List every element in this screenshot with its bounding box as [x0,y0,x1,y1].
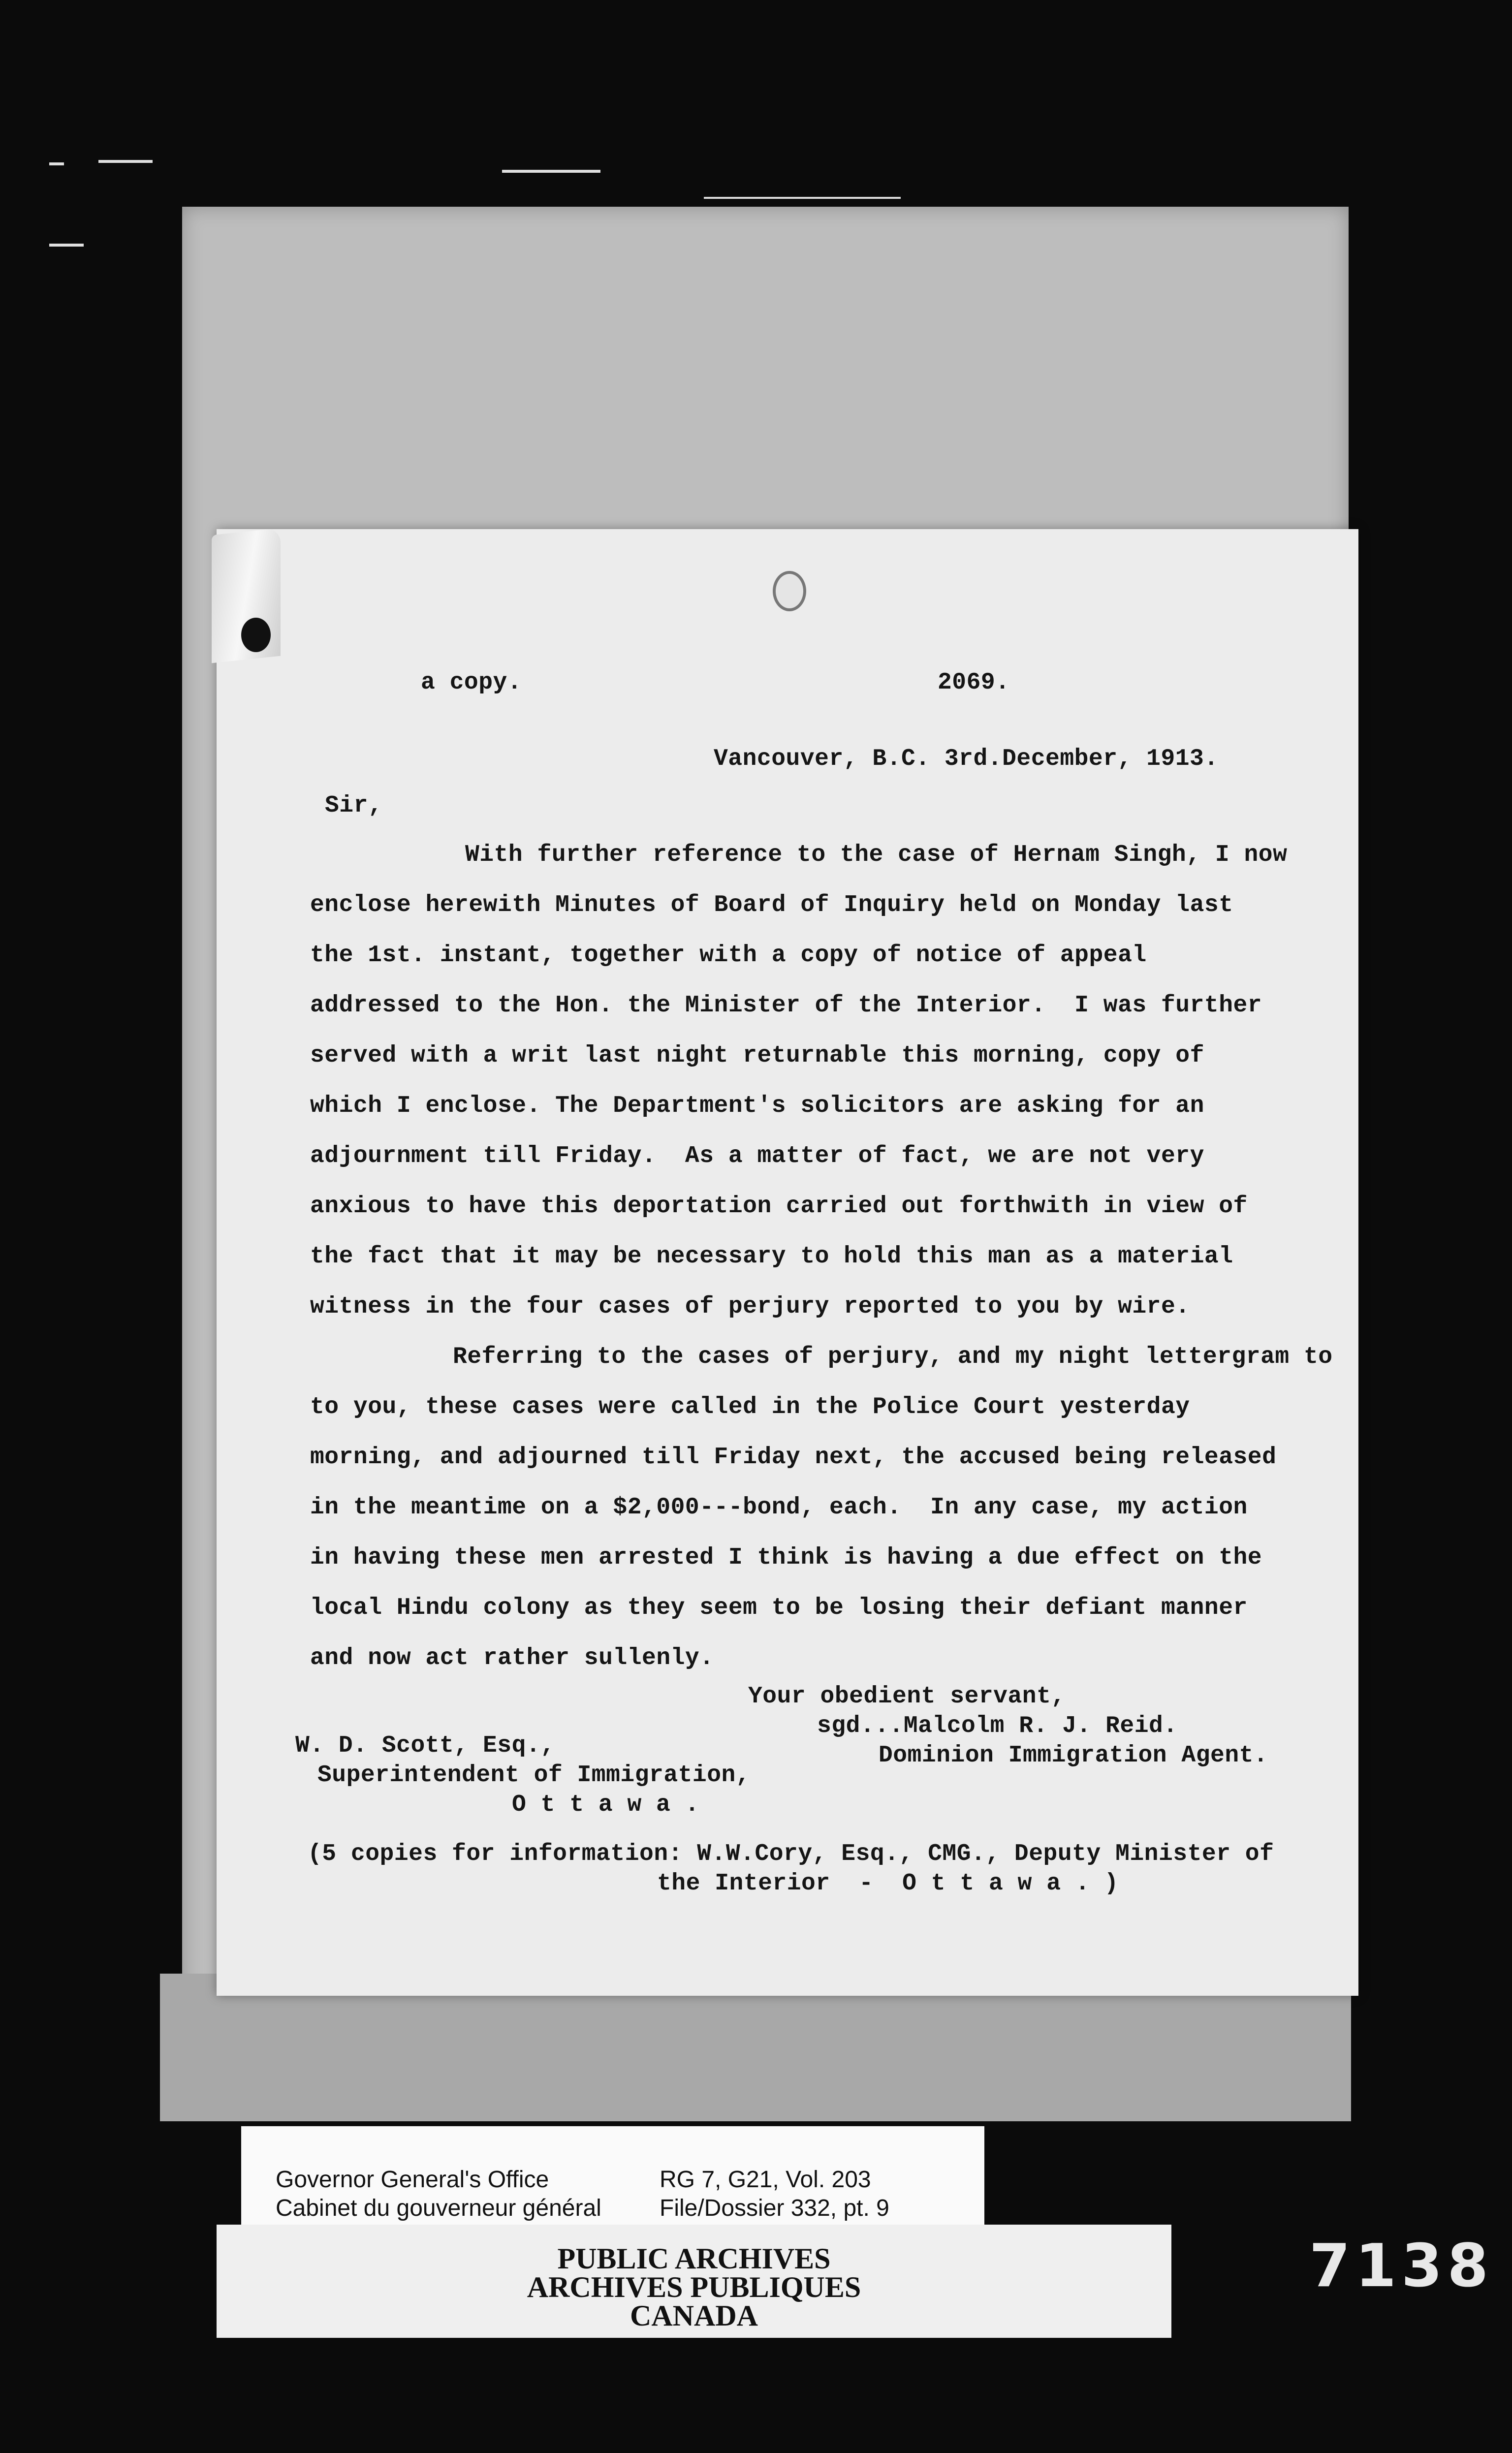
body-line: morning, and adjourned till Friday next, the accused being released [310,1444,1277,1471]
signature: sgd...Malcolm R. J. Reid. [817,1713,1178,1739]
backing-sheet-bottom [160,1974,1351,2121]
body-line: addressed to the Hon. the Minister of the Interior. I was further [310,992,1262,1019]
body-line: to you, these cases were called in the Police Court yesterday [310,1394,1190,1420]
record-group: RG 7, G21, Vol. 203 [660,2167,871,2193]
signer-title: Dominion Immigration Agent. [879,1742,1268,1769]
archive-reference [660,2166,889,2223]
stamp-line: CANADA [630,2299,758,2332]
film-speck [49,244,84,247]
copies-note: (5 copies for information: W.W.Cory, Esq., CMG., Deputy Minister of [308,1841,1274,1867]
copies-note-continued: the Interior - O t t a w a . ) [657,1870,1119,1897]
addressee-name: W. D. Scott, Esq., [295,1732,555,1759]
stamp-line: ARCHIVES PUBLIQUES [527,2271,861,2303]
addressee-title: Superintendent of Immigration, [317,1762,751,1789]
body-line: With further reference to the case of Hernam Singh, I now [465,842,1288,868]
body-line: witness in the four cases of perjury reported to you by wire. [310,1293,1190,1320]
closing: Your obedient servant, [748,1683,1066,1710]
film-speck [49,162,64,165]
body-line: and now act rather sullenly. [310,1645,714,1671]
archives-stamp [217,2244,1171,2330]
body-line: served with a writ last night returnable this morning, copy of [310,1042,1204,1069]
frame-number: 7138 [1309,2232,1493,2300]
body-line: anxious to have this deportation carried out forthwith in view of [310,1193,1248,1220]
copy-heading: a copy. [421,669,522,696]
date-line: Vancouver, B.C. 3rd.December, 1913. [714,746,1219,772]
body-line: local Hindu colony as they seem to be losing their defiant manner [310,1595,1248,1621]
clip-mark [241,618,271,652]
body-line: adjournment till Friday. As a matter of fact, we are not very [310,1143,1204,1169]
addressee-city: O t t a w a . [512,1792,699,1818]
punch-hole [773,571,806,611]
body-line: the fact that it may be necessary to hold this man as a material [310,1243,1233,1270]
archive-office [276,2166,601,2223]
body-line: in having these men arrested I think is having a due effect on the [310,1544,1262,1571]
body-line: enclose herewith Minutes of Board of Inquiry held on Monday last [310,892,1233,918]
film-speck [704,197,901,199]
film-speck [502,170,600,173]
body-line: Referring to the cases of perjury, and my night lettergram to [453,1344,1333,1370]
office-french: Cabinet du gouverneur général [276,2195,601,2221]
file-number: File/Dossier 332, pt. 9 [660,2195,889,2221]
stamp-line: PUBLIC ARCHIVES [557,2242,831,2275]
film-speck [98,160,153,163]
office-english: Governor General's Office [276,2167,549,2193]
body-line: in the meantime on a $2,000---bond, each. In any case, my action [310,1494,1248,1521]
body-line: which I enclose. The Department's solicitors are asking for an [310,1093,1204,1119]
document-number: 2069. [938,669,1010,696]
salutation: Sir, [325,792,383,819]
body-line: the 1st. instant, together with a copy of notice of appeal [310,942,1147,969]
